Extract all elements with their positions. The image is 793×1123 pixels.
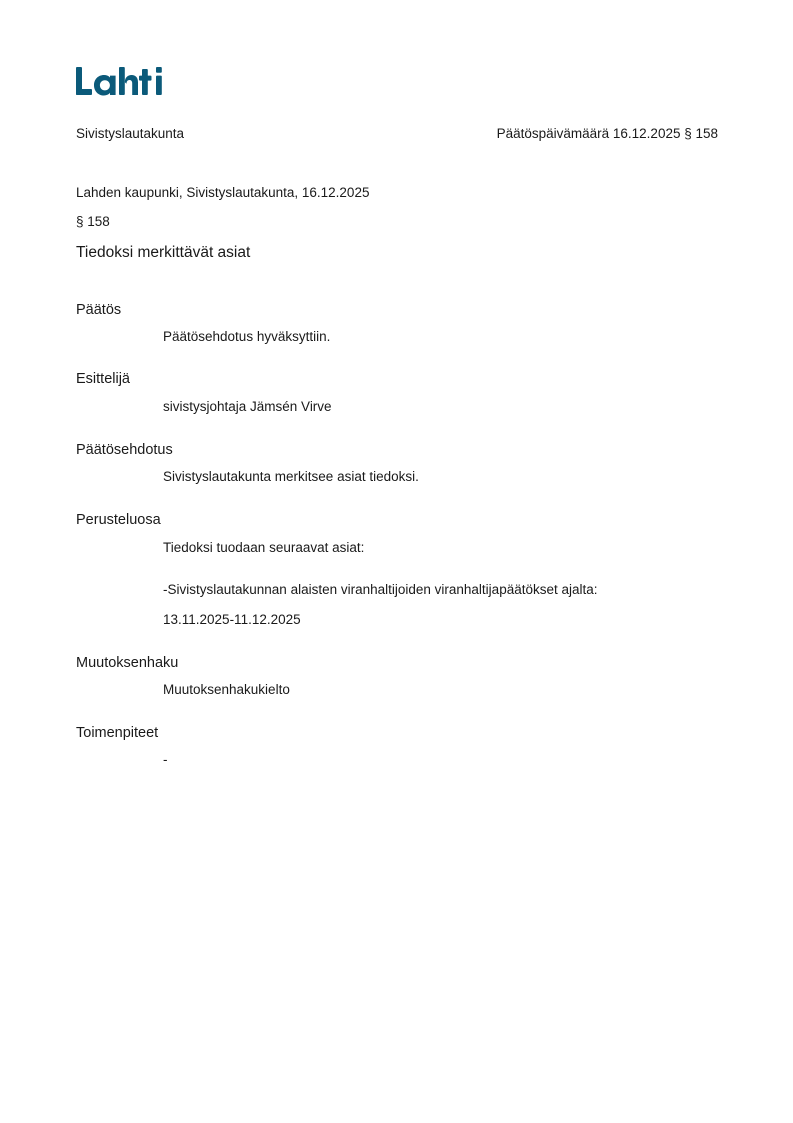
document-title: Tiedoksi merkittävät asiat	[76, 244, 251, 261]
board-name: Sivistyslautakunta	[76, 126, 185, 141]
body-esittelija: sivistysjohtaja Jämsén Virve	[163, 399, 332, 414]
body-paatosehdotus: Sivistyslautakunta merkitsee asiat tiedoksi.	[163, 469, 419, 484]
decision-date-reference: Päätöspäivämäärä 16.12.2025 § 158	[496, 126, 718, 141]
perusteluosa-line-2: -Sivistyslautakunnan alaisten viranhaltijoiden viranhaltijapäätökset ajalta:	[163, 582, 598, 597]
heading-toimenpiteet: Toimenpiteet	[76, 725, 159, 741]
perusteluosa-line-1: Tiedoksi tuodaan seuraavat asiat:	[163, 540, 365, 555]
meeting-line: Lahden kaupunki, Sivistyslautakunta, 16.12.2025	[76, 185, 370, 200]
heading-paatos: Päätös	[76, 302, 122, 318]
heading-perusteluosa: Perusteluosa	[76, 512, 161, 528]
lahti-logo	[76, 64, 168, 100]
perusteluosa-line-3: 13.11.2025-11.12.2025	[163, 612, 301, 627]
section-number: § 158	[76, 214, 110, 229]
body-muutoksenhaku: Muutoksenhakukielto	[163, 682, 290, 697]
heading-esittelija: Esittelijä	[76, 371, 130, 387]
heading-muutoksenhaku: Muutoksenhaku	[76, 655, 179, 671]
heading-paatosehdotus: Päätösehdotus	[76, 442, 173, 458]
body-toimenpiteet: -	[163, 752, 168, 767]
body-paatos: Päätösehdotus hyväksyttiin.	[163, 329, 331, 344]
